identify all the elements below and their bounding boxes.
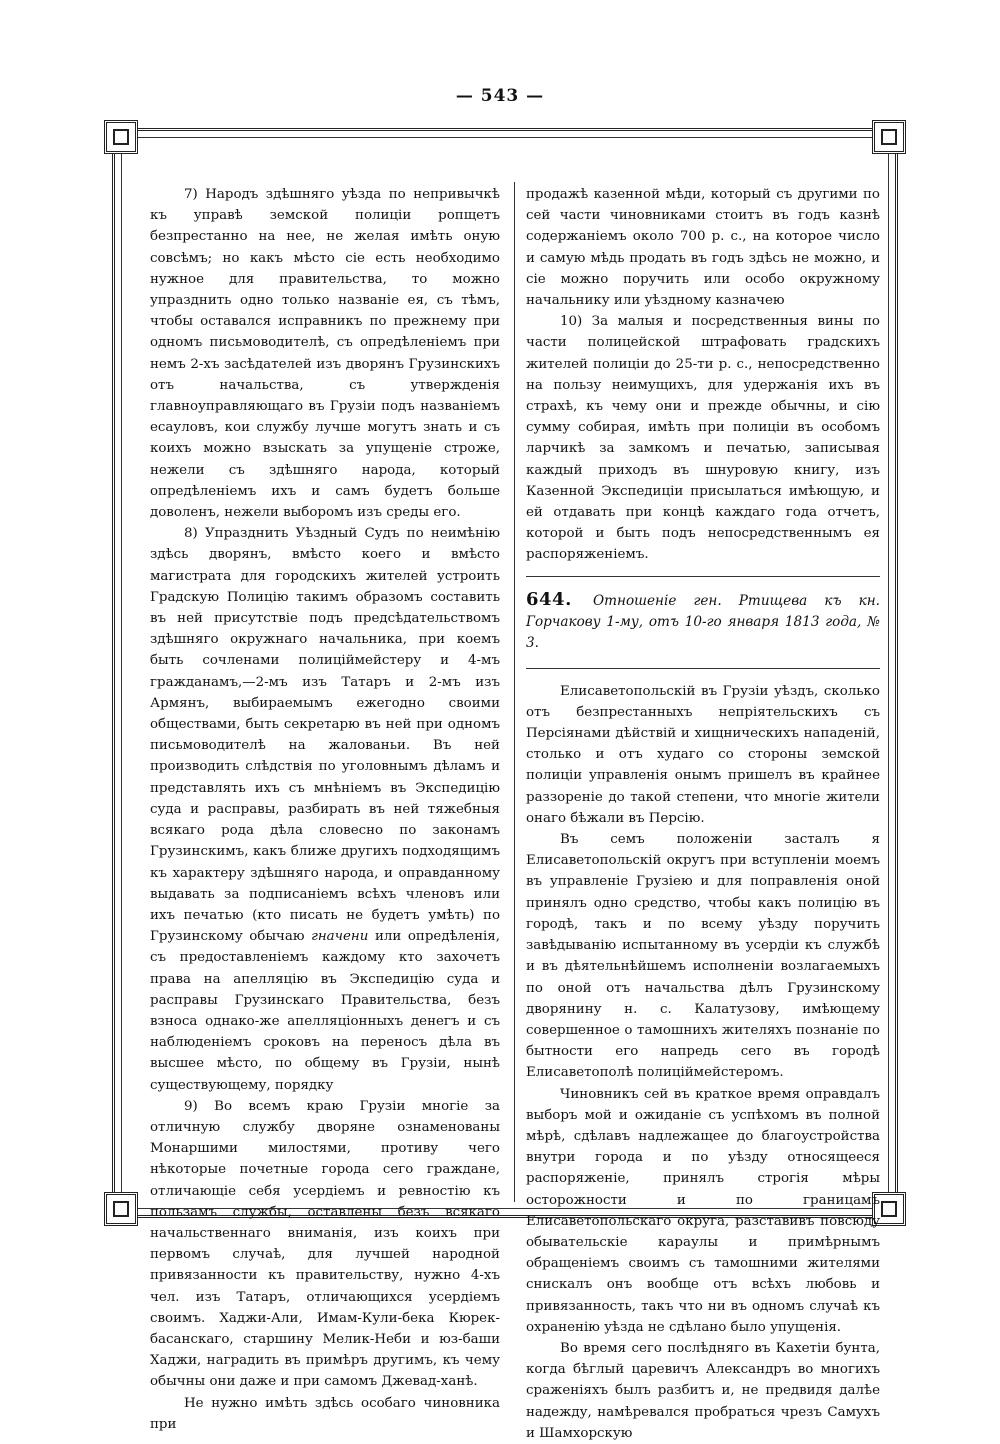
paragraph-9: 9) Во всемъ краю Грузіи многіе за отличную службу дворяне ознаменованы Монаршими милостями, противу чего нѣкоторые почетные города сего граждане, отличающіе себя усердіемъ и ревностію къ пользамъ службы, оставлены безъ всякаго начальственнаго вниманія, изъ коихъ при первомъ случаѣ, для лучшей народной привязанности къ правительству, нужно 4-хъ чел. изъ Татаръ, отличающихся усердіемъ своимъ. Хаджи-Али, Имам-Кули-бека Кюрек-басанскаго, старшину Мелик-Неби и юз-баши Хаджи, наградить въ примѣръ другимъ, къ чему обычны они даже и при самомъ Джевад-ханѣ. bbox=[150, 1098, 500, 1390]
document-number: 644. bbox=[526, 588, 572, 610]
paragraph-10: 10) За малыя и посредственныя вины по части полицейской штрафовать градскихъ жителей полиціи до 25-ти р. с., непосредственно на пользу неимущихъ, для удержанія ихъ въ страхѣ, къ чему они и прежде обычны, и сію сумму собирая, имѣть при полиціи въ особомъ ларчикѣ за замкомъ и печатью, записывая каждый приходъ въ шнуровую книгу, изъ Казенной Экспедиціи присылаться имѣющую, и ей отдавать при концѣ каждаго года отчетъ, которой и быть подъ непосредственнымъ ея распоряженіемъ. bbox=[526, 314, 880, 563]
heading-separator-bottom bbox=[526, 668, 880, 669]
paragraph-8-text-b: или опредѣленія, съ предоставленіемъ каждому кто захочетъ права на апелляцію въ Экспедицію суда и расправы Грузинскаго Правительства, безъ взноса однако-же апелляціонныхъ денегъ и съ наблюденіемъ сроковъ на переносъ дѣла въ высшее мѣсто, по общему въ Грузіи, нынѣ существующему, порядку bbox=[150, 929, 500, 1093]
paragraph-8-emphasis: гначени bbox=[311, 929, 369, 945]
paragraph-8-text-a: 8) Упразднить Уѣздный Судъ по неимѣнію здѣсь дворянъ, вмѣсто коего и вмѣсто магистрата для городскихъ жителей устроить Градскую Полицію такимъ образомъ составить въ ней присутствіе подъ предсѣдательствомъ здѣшняго окружнаго начальника, при коемъ быть сочленами полиціймейстеру и 4-мъ гражданамъ,—2-мъ изъ Татаръ и 2-мъ изъ Армянъ, выбираемымъ ежегодно своими обществами, быть секретарю въ ней при одномъ письмоводителѣ на жалованьи. Въ ней производить слѣдствія по уголовнымъ дѣламъ и представлять ихъ съ мнѣніемъ въ Экспедицію суда и расправы, разбирать въ ней тяжебныя всякаго рода дѣла словесно по законамъ Грузинскимъ, какъ ближе другихъ подходящимъ къ характеру здѣшняго народа, и оправданному выдавать за подписаніемъ всѣхъ членовъ или ихъ печатью (кто писать не будетъ умѣть) по Грузинскому обычаю bbox=[150, 526, 500, 945]
paragraph-7: 7) Народъ здѣшняго уѣзда по непривычкѣ къ управѣ земской полиціи ропщетъ безпрестанно на нее, не желая имѣть оную совсѣмъ; но какъ мѣсто сіе есть необходимо нужное для правительства, то можно упразднить одно только названіе ея, съ тѣмъ, чтобы оставался исправникъ по прежнему при одномъ письмоводителѣ, съ опредѣленіемъ при немъ 2-хъ засѣдателей изъ дворянъ Грузинскихъ отъ начальства, съ утвержденія главноуправляющаго въ Грузіи подъ названіемъ есауловъ, кои службу лучше могутъ знать и съ коихъ можно взыскать за упущеніе строже, нежели съ здѣшняго народа, который опредѣленіемъ ихъ и самъ будетъ больше доволенъ, нежели выборомъ изъ среды его. bbox=[150, 187, 500, 521]
letter-paragraph-4: Во время сего послѣдняго въ Кахетіи бунта, когда бѣглый царевичъ Александръ во многихъ сраженіяхъ былъ разбитъ и, не предвидя далѣе надежду, намѣревался пробраться чрезъ Самухъ и Шамхорскую bbox=[526, 1340, 880, 1441]
left-column bbox=[150, 184, 500, 1435]
page-number: — 543 — bbox=[455, 86, 545, 106]
column-divider bbox=[514, 182, 515, 1202]
paragraph-9-continuation: Не нужно имѣть здѣсь особаго чиновника при bbox=[150, 1395, 500, 1432]
right-column bbox=[526, 184, 880, 1444]
heading-separator-top bbox=[526, 576, 880, 577]
corner-ornament-top-right bbox=[872, 120, 906, 154]
letter-paragraph-3: Чиновникъ сей въ краткое время оправдалъ выборъ мой и ожиданіе съ успѣхомъ въ полной мѣрѣ, сдѣлавъ надлежащее до благоустройства внутри города и по уѣзду относящееся распоряженіе, принялъ строгія мѣры осторожности и по границамъ Елисаветопольскаго округа, разставивъ повсюду обывательскіе караулы и примѣрнымъ обращеніемъ своимъ съ тамошними жителями снискалъ онъ вообще отъ всѣхъ любовь и привязанность, такъ что ни въ одномъ случаѣ къ охраненію уѣзда не сдѣлано было упущенія. bbox=[526, 1086, 880, 1335]
corner-ornament-top-left bbox=[104, 120, 138, 154]
letter-paragraph-2: Въ семъ положеніи засталъ я Елисаветопольскій округъ при вступленіи моемъ въ управленіе Грузіею и для поправленія оной принялъ одно средство, чтобы какъ полицію въ городѣ, такъ и по всему уѣзду поручить завѣдыванію испытанному въ усердіи къ службѣ и въ дѣятельнѣйшемъ исполненіи возлагаемыхъ по оной отъ начальства дѣлъ Грузинскому дворянину н. с. Калатузову, имѣющему совершенное о тамошнихъ жителяхъ познаніе по бытности его напредь сего въ городѣ Елисаветополѣ полиціймейстеромъ. bbox=[526, 832, 880, 1081]
letter-paragraph-1: Елисаветопольскій въ Грузіи уѣздъ, сколько отъ безпрестанныхъ непріятельскихъ съ Персіянами дѣйствій и хищническихъ нападеній, столько и отъ худаго со стороны земской полиціи управленія онымъ пришелъ въ крайнее раззореніе до такой степени, что многіе жители онаго бѣжали въ Персію. bbox=[526, 683, 880, 826]
paragraph-8 bbox=[150, 523, 500, 1095]
corner-ornament-bottom-left bbox=[104, 1192, 138, 1226]
document-heading bbox=[526, 589, 880, 654]
document-heading-text: Отношеніе ген. Ртищева къ кн. Горчакову 1-му, отъ 10-го января 1813 года, № 3. bbox=[526, 592, 880, 651]
continued-paragraph: продажѣ казенной мѣди, который съ другими по сей части чиновниками стоитъ въ годъ казнѣ содержаніемъ около 700 р. с., на которое число и самую мѣдь продать въ годъ здѣсь не можно, и сіе можно поручить или особо окружному начальнику или уѣздному казначею bbox=[526, 187, 880, 309]
